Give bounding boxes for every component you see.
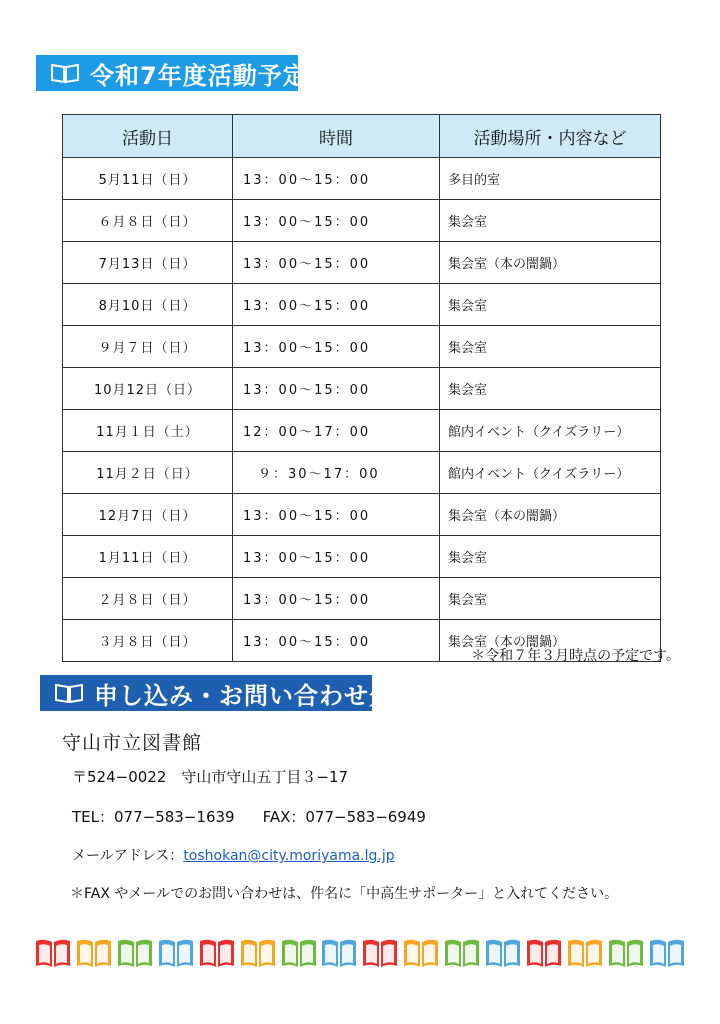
- row-time: 13：00～15：00: [233, 536, 440, 578]
- header-date: 活動日: [63, 115, 233, 158]
- open-book-icon: [34, 937, 72, 969]
- open-book-icon: [116, 937, 154, 969]
- open-book-icon: [648, 937, 686, 969]
- schedule-row: [63, 578, 661, 620]
- schedule-row: [63, 158, 661, 200]
- email-link[interactable]: toshokan@city.moriyama.lg.jp: [183, 848, 395, 864]
- row-date: 1月11日（日）: [63, 536, 233, 578]
- row-place: 集会室: [440, 578, 661, 620]
- row-time: ９：30～17：00: [233, 452, 440, 494]
- schedule-section-header: [36, 55, 308, 91]
- phone-fax-line: [72, 806, 426, 827]
- row-time: 13：00～15：00: [233, 368, 440, 410]
- row-date: ６月８日（日）: [63, 200, 233, 242]
- schedule-row: [63, 410, 661, 452]
- open-book-icon: [280, 937, 318, 969]
- book-decoration-row: [34, 937, 686, 969]
- row-time: 13：00～15：00: [233, 326, 440, 368]
- row-date: 10月12日（日）: [63, 368, 233, 410]
- row-place: 多目的室: [440, 158, 661, 200]
- address: 〒524−0022 守山市守山五丁目３−17: [72, 768, 349, 786]
- row-date: 11月１日（土）: [63, 410, 233, 452]
- row-date: ２月８日（日）: [63, 578, 233, 620]
- row-date: ３月８日（日）: [63, 620, 233, 662]
- schedule-table: [62, 114, 661, 662]
- row-place: 集会室: [440, 284, 661, 326]
- row-time: 13：00～15：00: [233, 158, 440, 200]
- open-book-icon: [607, 937, 645, 969]
- row-time: 13：00～15：00: [233, 578, 440, 620]
- open-book-icon: [402, 937, 440, 969]
- row-place: 館内イベント（クイズラリー）: [440, 410, 661, 452]
- row-date: 5月11日（日）: [63, 158, 233, 200]
- row-place: 集会室: [440, 326, 661, 368]
- open-book-icon: [525, 937, 563, 969]
- row-place: 館内イベント（クイズラリー）: [440, 452, 661, 494]
- schedule-header-row: [63, 115, 661, 158]
- schedule-note: ＊令和７年３月時点の予定です。: [471, 648, 680, 664]
- schedule-section-title: 令和7年度活動予定: [90, 61, 308, 90]
- row-place: 集会室: [440, 536, 661, 578]
- row-time: 13：00～15：00: [233, 620, 440, 662]
- schedule-row: [63, 200, 661, 242]
- row-place: 集会室: [440, 368, 661, 410]
- open-book-icon: [239, 937, 277, 969]
- row-place: 集会室（本の闇鍋）: [440, 620, 661, 662]
- schedule-row: [63, 326, 661, 368]
- contact-section-title: 申し込み・お問い合わせ先: [94, 681, 394, 710]
- schedule-row: [63, 368, 661, 410]
- row-date: 11月２日（日）: [63, 452, 233, 494]
- open-book-icon: [484, 937, 522, 969]
- row-time: 13：00～15：00: [233, 242, 440, 284]
- email-label: メールアドレス：: [72, 848, 184, 864]
- row-time: 13：00～15：00: [233, 284, 440, 326]
- row-place: 集会室（本の闇鍋）: [440, 494, 661, 536]
- open-book-icon: [198, 937, 236, 969]
- row-date: 7月13日（日）: [63, 242, 233, 284]
- schedule-row: [63, 284, 661, 326]
- schedule-row: [63, 536, 661, 578]
- row-date: 8月10日（日）: [63, 284, 233, 326]
- contact-section-header: [40, 675, 394, 711]
- row-place: 集会室（本の闇鍋）: [440, 242, 661, 284]
- email-line: [72, 845, 395, 865]
- row-date: ９月７日（日）: [63, 326, 233, 368]
- fax-number: FAX：077−583−6949: [262, 808, 426, 826]
- row-time: 13：00～15：00: [233, 494, 440, 536]
- open-book-icon: [566, 937, 604, 969]
- row-place: 集会室: [440, 200, 661, 242]
- header-time: 時間: [233, 115, 440, 158]
- open-book-icon: [443, 937, 481, 969]
- book-icon: [50, 62, 80, 84]
- inquiry-note: ＊FAX やメールでのお問い合わせは、件名に「中高生サポーター」と入れてください。: [70, 886, 619, 902]
- schedule-row: [63, 452, 661, 494]
- row-time: 13：00～15：00: [233, 200, 440, 242]
- open-book-icon: [320, 937, 358, 969]
- tel-number: TEL：077−583−1639: [72, 808, 235, 826]
- schedule-row: [63, 242, 661, 284]
- open-book-icon: [361, 937, 399, 969]
- row-time: 12：00～17：00: [233, 410, 440, 452]
- header-place: 活動場所・内容など: [440, 115, 661, 158]
- open-book-icon: [157, 937, 195, 969]
- open-book-icon: [75, 937, 113, 969]
- row-date: 12月7日（日）: [63, 494, 233, 536]
- book-icon: [54, 682, 84, 704]
- schedule-row: [63, 494, 661, 536]
- library-name: 守山市立図書館: [62, 732, 203, 754]
